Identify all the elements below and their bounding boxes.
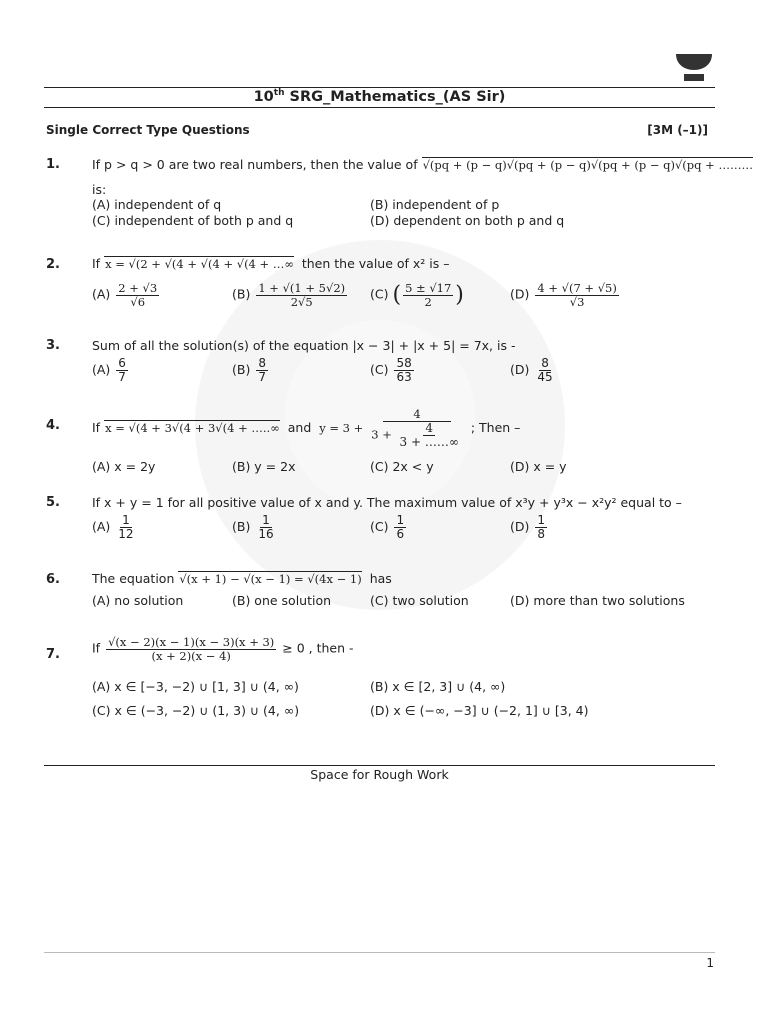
option-d[interactable]: (D) x = y xyxy=(510,459,567,474)
option-a[interactable]: (A) x ∈ [−3, −2) ∪ [1, 3] ∪ (4, ∞) xyxy=(92,679,299,694)
expression-y-fraction: 4 3 + $\frac{4}{3 + \dots\dots\infty}$ xyxy=(371,407,459,449)
option-c[interactable]: (C) two solution xyxy=(370,593,469,608)
page-title: 10th SRG_Mathematics_(AS Sir) xyxy=(253,88,506,105)
option-b[interactable]: (B) x ∈ [2, 3] ∪ (4, ∞) xyxy=(370,679,506,694)
brand-logo-icon xyxy=(676,52,712,84)
option-c[interactable]: (C) ( $\frac{5 \pm √17}{2}$ ) xyxy=(370,281,464,309)
option-c[interactable]: (C) 2x < y xyxy=(370,459,434,474)
option-b[interactable]: (B) one solution xyxy=(232,593,332,608)
question-number: 1. xyxy=(46,157,60,172)
option-d[interactable]: (D) dependent on both p and q xyxy=(370,213,565,228)
option-a[interactable]: (A) $\frac{6}{7}$ xyxy=(92,356,126,385)
question-text: Sum of all the solution(s) of the equation |x − 3| + |x + 5| = 7x, is - xyxy=(92,338,516,353)
option-d[interactable]: (D) $\frac{1}{8}$ xyxy=(510,513,546,542)
header-rule-bottom xyxy=(44,107,715,108)
option-a[interactable]: (A) no solution xyxy=(92,593,184,608)
option-b[interactable]: (B) $\frac{1 + √(1 + 5√2)}{2√5}$ xyxy=(232,281,346,309)
question-text: If x = √(4 + 3√(4 + 3√(4 + …..∞ and y = 3 + 4 3 + $\frac{4}{3 + \dots\dots\infty}$ ; Then – xyxy=(92,407,521,449)
option-c[interactable]: (C) x ∈ (−3, −2) ∪ (1, 3) ∪ (4, ∞) xyxy=(92,703,300,718)
option-d[interactable]: (D) more than two solutions xyxy=(510,593,685,608)
question-text-continued: is: xyxy=(92,182,107,197)
question-expression: √(pq + (p − q)√(pq + (p − q)√(pq + (p − q)√(pq + ……… xyxy=(422,158,753,172)
option-a[interactable]: (A) x = 2y xyxy=(92,459,156,474)
question-fraction: $\frac{√(x - 2)(x - 1)(x - 3)(x + 3)}{(x + 2)(x - 4)}$ xyxy=(108,635,275,663)
option-a[interactable]: (A) $\frac{1}{12}$ xyxy=(92,513,134,542)
option-b[interactable]: (B) y = 2x xyxy=(232,459,296,474)
option-d[interactable]: (D) $\frac{8}{45}$ xyxy=(510,356,553,385)
rough-work-label: Space for Rough Work xyxy=(310,767,449,782)
option-d[interactable]: (D) x ∈ (−∞, −3] ∪ (−2, 1] ∪ [3, 4) xyxy=(370,703,589,718)
option-b[interactable]: (B) $\frac{8}{7}$ xyxy=(232,356,266,385)
footer-rule xyxy=(44,952,715,953)
option-c[interactable]: (C) $\frac{1}{6}$ xyxy=(370,513,405,542)
question-text: If x + y = 1 for all positive value of x and y. The maximum value of x³y + y³x − x²y² equal to – xyxy=(92,495,682,510)
question-number: 2. xyxy=(46,257,60,272)
option-c[interactable]: (C) $\frac{58}{63}$ xyxy=(370,356,412,385)
option-b[interactable]: (B) $\frac{1}{16}$ xyxy=(232,513,274,542)
question-number: 3. xyxy=(46,338,60,353)
option-a[interactable]: (A) independent of q xyxy=(92,197,222,212)
question-number: 5. xyxy=(46,495,60,510)
question-text: If p > q > 0 are two real numbers, then the value of √(pq + (p − q)√(pq + (p − q)√(pq + (p − q)√(pq + ……… xyxy=(92,157,753,172)
page-number: 1 xyxy=(706,956,714,970)
option-d[interactable]: (D) $\frac{4 + √(7 + √5)}{√3}$ xyxy=(510,281,617,309)
option-c[interactable]: (C) independent of both p and q xyxy=(92,213,294,228)
question-text: The equation √(x + 1) − √(x − 1) = √(4x − 1) has xyxy=(92,571,392,586)
option-b[interactable]: (B) independent of p xyxy=(370,197,500,212)
question-expression: x = √(2 + √(4 + √(4 + √(4 + …∞ xyxy=(105,257,294,271)
question-number: 6. xyxy=(46,572,60,587)
question-text: If x = √(2 + √(4 + √(4 + √(4 + …∞ then the value of x² is – xyxy=(92,256,450,271)
question-expression: √(x + 1) − √(x − 1) = √(4x − 1) xyxy=(179,572,362,586)
expression-x: x = √(4 + 3√(4 + 3√(4 + …..∞ xyxy=(105,421,280,435)
question-text: If $\frac{√(x - 2)(x - 1)(x - 3)(x + 3)}{(x + 2)(x - 4)}$ ≥ 0 , then - xyxy=(92,635,354,663)
marking-scheme: [3M (–1)] xyxy=(647,123,708,137)
section-title: Single Correct Type Questions xyxy=(46,123,250,137)
option-a[interactable]: (A) $\frac{2 + √3}{√6}$ xyxy=(92,281,158,309)
question-number: 4. xyxy=(46,418,60,433)
question-number: 7. xyxy=(46,647,60,662)
rough-work-rule xyxy=(44,765,715,766)
